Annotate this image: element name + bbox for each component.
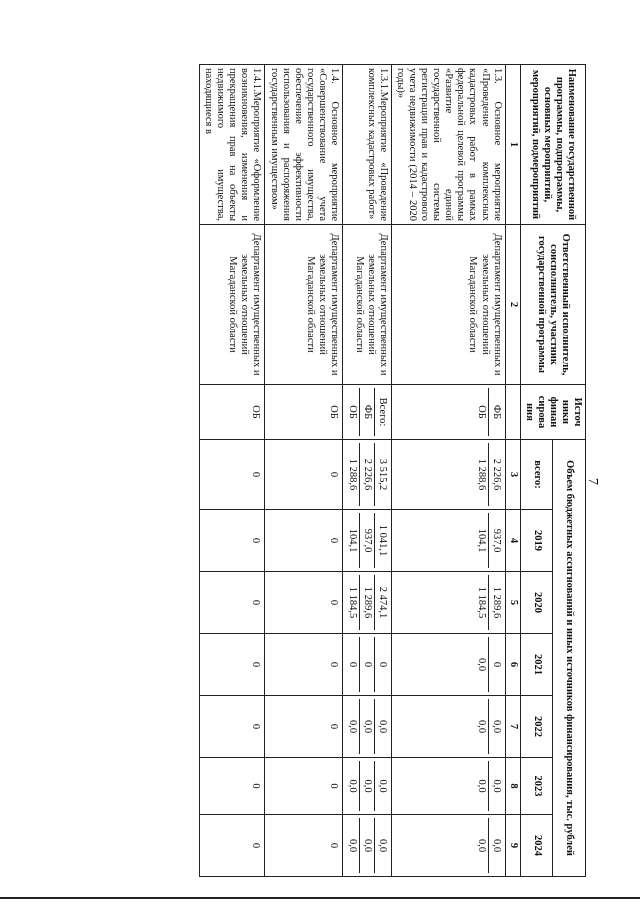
header-total: всего: <box>520 440 553 510</box>
row-y2020 <box>200 572 265 634</box>
column-number-row <box>505 65 520 877</box>
cell-value: 0,0 <box>488 699 503 754</box>
page-number: 7 <box>585 478 600 485</box>
header-2024: 2024 <box>520 815 553 877</box>
table-row <box>342 65 391 877</box>
cell-value: 0,0 <box>475 719 487 734</box>
row-name: 1.3. Основное мероприятие «Проведение комплексных кадастровых работ в рамках федеральной целевой программы «Развитие единой государственной системы регистрации прав и кадастрового учета недвижимости (2014 – 2020 годы)» <box>392 65 506 225</box>
header-name: Наименование государственной программы, подпрограммы, основных мероприятий, мероприятий, подмероприятий <box>520 65 585 225</box>
cell-value: 0,0 <box>374 761 389 811</box>
cell-value: 0 <box>250 842 262 849</box>
budget-table <box>199 64 586 877</box>
header-volume: Объем бюджетных ассигнований и иных источников финансирования, тыс. рублей <box>553 440 586 877</box>
row-y2023 <box>265 758 342 815</box>
row-sources <box>392 385 506 440</box>
col-num: 8 <box>505 758 520 815</box>
row-sources <box>200 385 265 440</box>
col-num: 9 <box>505 815 520 877</box>
cell-value: 104,1 <box>475 528 487 553</box>
header-executor: Ответственный исполнитель, соисполнитель, участник государственной программы <box>520 225 585 385</box>
table-row <box>265 65 342 877</box>
cell-value: 0,0 <box>346 838 358 853</box>
row-y2021 <box>392 634 506 696</box>
cell-value: ФБ <box>488 388 503 436</box>
cell-value: 0 <box>327 723 339 730</box>
cell-value: 1 041,1 <box>374 513 389 568</box>
cell-value: 0 <box>327 783 339 789</box>
cell-value: 0 <box>250 471 262 478</box>
cell-value: 2 474,1 <box>374 575 389 630</box>
cell-value: 0,0 <box>346 719 358 734</box>
cell-value: 0 <box>250 661 262 668</box>
row-y2021 <box>200 634 265 696</box>
cell-value: 0 <box>327 599 339 606</box>
cell-value: 0,0 <box>475 779 487 793</box>
cell-value: ОБ <box>475 405 487 419</box>
row-y2024 <box>342 815 391 877</box>
col-num: 7 <box>505 696 520 758</box>
row-y2020 <box>342 572 391 634</box>
row-y2022 <box>342 696 391 758</box>
cell-value: 0,0 <box>475 657 487 672</box>
header-2021: 2021 <box>520 634 553 696</box>
row-y2022 <box>392 696 506 758</box>
row-y2021 <box>265 634 342 696</box>
cell-value: 0,0 <box>359 699 374 754</box>
table-row <box>200 65 265 877</box>
row-y2023 <box>342 758 391 815</box>
bottom-rule <box>0 897 640 899</box>
row-total <box>392 440 506 510</box>
col-num: 2 <box>505 225 520 385</box>
col-num: 5 <box>505 572 520 634</box>
header-2023: 2023 <box>520 758 553 815</box>
cell-value: 0,0 <box>488 818 503 873</box>
row-y2024 <box>265 815 342 877</box>
table-body <box>200 65 505 877</box>
cell-value: 0,0 <box>374 818 389 873</box>
cell-value: 1 184,5 <box>475 586 487 619</box>
row-sources <box>265 385 342 440</box>
row-executor: Департамент имущественных и земельных отношений Магаданской области <box>342 225 391 385</box>
row-y2019 <box>392 510 506 572</box>
cell-value: 0 <box>327 471 339 478</box>
cell-value: 0 <box>488 637 503 692</box>
col-num: 1 <box>505 65 520 225</box>
row-y2023 <box>200 758 265 815</box>
cell-value: 0,0 <box>359 818 374 873</box>
cell-value: 0 <box>327 537 339 544</box>
row-y2022 <box>265 696 342 758</box>
cell-value: 0,0 <box>359 761 374 811</box>
cell-value: 1 289,6 <box>488 575 503 630</box>
cell-value: ФБ <box>359 388 374 436</box>
cell-value: 0 <box>250 599 262 606</box>
cell-value: 0 <box>374 637 389 692</box>
cell-value: ОБ <box>327 405 339 419</box>
row-total <box>200 440 265 510</box>
header-source: Источ ники финан сирова ния <box>520 385 585 440</box>
header-2022: 2022 <box>520 696 553 758</box>
row-executor: Департамент имущественных и земельных отношений Магаданской области <box>392 225 506 385</box>
row-y2021 <box>342 634 391 696</box>
cell-value: 937,0 <box>359 513 374 568</box>
cell-value: 1 288,6 <box>475 458 487 491</box>
cell-value: 104,1 <box>346 528 358 553</box>
col-num: 4 <box>505 510 520 572</box>
row-total <box>265 440 342 510</box>
cell-value: 0 <box>250 723 262 730</box>
col-num: 6 <box>505 634 520 696</box>
row-name: 1.3.1.Мероприятие «Проведение комплексных кадастровых работ» <box>342 65 391 225</box>
cell-value: Всего: <box>374 388 389 436</box>
cell-value: ОБ <box>346 405 358 419</box>
table-row <box>392 65 506 877</box>
row-y2019 <box>342 510 391 572</box>
row-executor: Департамент имущественных и земельных отношений Магаданской области <box>200 225 265 385</box>
cell-value: 0,0 <box>475 838 487 853</box>
row-executor: Департамент имущественных и земельных отношений Магаданской области <box>265 225 342 385</box>
cell-value: 0,0 <box>346 779 358 793</box>
row-sources <box>342 385 391 440</box>
cell-value: 0 <box>250 783 262 789</box>
cell-value: 2 226,6 <box>488 443 503 506</box>
cell-value: 0 <box>359 637 374 692</box>
row-name: 1.4. Основное мероприятие «Совершенствование учета государственного имущества, обеспечение эффективности использования и распоряжения государственным имуществом» <box>265 65 342 225</box>
cell-value: 0 <box>346 661 358 668</box>
row-y2023 <box>392 758 506 815</box>
cell-value: 937,0 <box>488 513 503 568</box>
cell-value: 1 289,6 <box>359 575 374 630</box>
col-num: 3 <box>505 440 520 510</box>
row-y2024 <box>200 815 265 877</box>
cell-value: 0,0 <box>374 699 389 754</box>
cell-value: 1 184,5 <box>346 586 358 619</box>
header-2020: 2020 <box>520 572 553 634</box>
cell-value: 3 515,2 <box>374 443 389 506</box>
cell-value: 0 <box>327 661 339 668</box>
row-y2019 <box>200 510 265 572</box>
row-total <box>342 440 391 510</box>
cell-value: 1 288,6 <box>346 458 358 491</box>
cell-value: 0 <box>250 537 262 544</box>
header-row-1 <box>553 65 586 877</box>
budget-table-wrapper <box>1 64 586 876</box>
row-y2020 <box>265 572 342 634</box>
row-y2019 <box>265 510 342 572</box>
row-y2022 <box>200 696 265 758</box>
header-2019: 2019 <box>520 510 553 572</box>
row-y2020 <box>392 572 506 634</box>
cell-value: 0,0 <box>488 761 503 811</box>
cell-value: 2 226,6 <box>359 443 374 506</box>
col-num <box>505 385 520 440</box>
row-name: 1.4.1.Мероприятие «Оформление возникновения, изменения и прекращения прав на объекты недвижимого имущества, находящиеся в <box>200 65 265 225</box>
cell-value: ОБ <box>250 405 262 419</box>
row-y2024 <box>392 815 506 877</box>
cell-value: 0 <box>327 842 339 849</box>
